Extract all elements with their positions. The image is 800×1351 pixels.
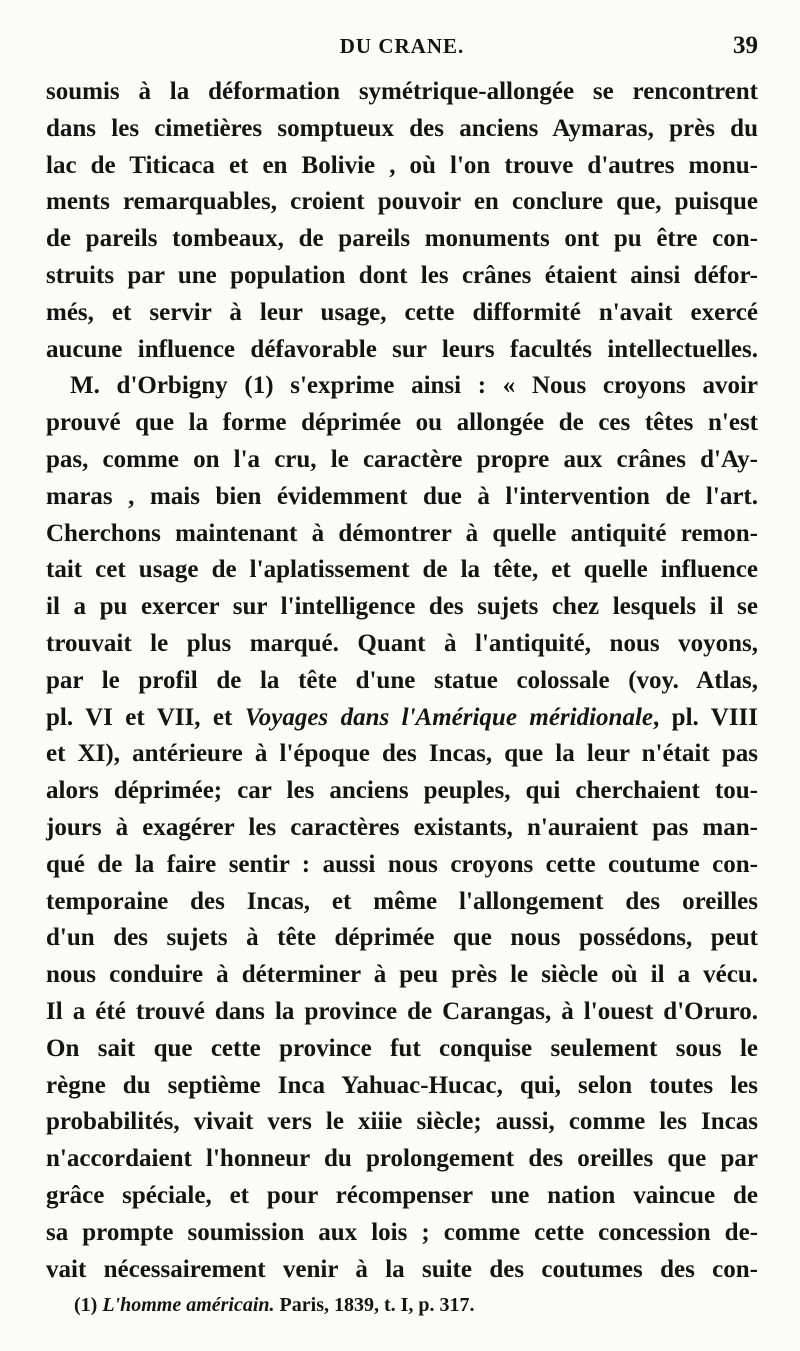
text-line: aucune influence défavorable sur leurs facultés intellectuelles. <box>46 335 758 363</box>
footnote <box>74 1290 754 1320</box>
text-line: d'un des sujets à tête déprimée que nous possédons, peut <box>46 924 758 952</box>
text-line: dans les cimetières somptueux des anciens Aymaras, près du <box>46 114 758 142</box>
running-title: DU CRANE. <box>339 34 465 58</box>
text-line: grâce spéciale, et pour récompenser une nation vaincue de <box>46 1181 758 1209</box>
text-line: règne du septième Inca Yahuac-Hucac, qui, selon toutes les <box>46 1071 758 1099</box>
text-line: temporaine des Incas, et même l'allongement des oreilles <box>46 887 758 915</box>
page-number: 39 <box>733 32 758 59</box>
text-line: tait cet usage de l'aplatissement de la tête, et quelle influence <box>46 556 758 584</box>
text-line: qué de la faire sentir : aussi nous croyons cette coutume con- <box>46 850 758 878</box>
text-line: probabilités, vivait vers le xiiie siècle; aussi, comme les Incas <box>46 1108 758 1136</box>
text-line-mixed <box>46 700 758 737</box>
book-title-italic: Voyages dans l'Amérique méridionale <box>244 703 653 731</box>
text-line: alors déprimée; car les anciens peuples, qui cherchaient tou- <box>46 777 758 805</box>
text-line: lac de Titicaca et en Bolivie , où l'on trouve d'autres monu- <box>46 151 758 179</box>
text-line: Il a été trouvé dans la province de Carangas, à l'ouest d'Oruro. <box>46 997 758 1025</box>
text-line: On sait que cette province fut conquise seulement sous le <box>46 1034 758 1062</box>
text-line: pas, comme on l'a cru, le caractère propre aux crânes d'Ay- <box>46 445 758 473</box>
text-line: struits par une population dont les crânes étaient ainsi défor- <box>46 261 758 289</box>
text-line: M. d'Orbigny (1) s'exprime ainsi : « Nous croyons avoir <box>70 372 758 400</box>
footnote-citation: Paris, 1839, t. I, p. 317. <box>279 1294 475 1316</box>
footnote-marker: (1) <box>74 1294 98 1316</box>
text-line: nous conduire à déterminer à peu près le siècle où il a vécu. <box>46 961 758 989</box>
footnote-title: L'homme américain. <box>102 1294 275 1316</box>
text-line: soumis à la déformation symétrique-allongée se rencontrent <box>46 78 758 105</box>
page-header <box>46 30 758 66</box>
text-line: jours à exagérer les caractères existants, n'auraient pas man- <box>46 813 758 841</box>
text-line: sa prompte soumission aux lois ; comme cette concession de- <box>46 1218 758 1246</box>
text-line: et XI), antérieure à l'époque des Incas, que la leur n'était pas <box>46 740 758 768</box>
text-line: prouvé que la forme déprimée ou allongée de ces têtes n'est <box>46 409 758 437</box>
body-text <box>46 74 758 1288</box>
text-line: ments remarquables, croient pouvoir en conclure que, puisque <box>46 188 758 216</box>
text-line: vait nécessairement venir à la suite des coutumes des con- <box>46 1255 758 1283</box>
text-line: més, et servir à leur usage, cette difformité n'avait exercé <box>46 298 758 326</box>
text-line: par le profil de la tête d'une statue colossale (voy. Atlas, <box>46 666 758 694</box>
text-line: Cherchons maintenant à démontrer à quelle antiquité remon- <box>46 519 758 547</box>
text-line: de pareils tombeaux, de pareils monuments ont pu être con- <box>46 225 758 253</box>
text-line: n'accordaient l'honneur du prolongement des oreilles que par <box>46 1145 758 1173</box>
text-segment: , pl. VIII <box>652 703 759 731</box>
text-line: maras , mais bien évidemment due à l'intervention de l'art. <box>46 482 758 510</box>
text-line: trouvait le plus marqué. Quant à l'antiquité, nous voyons, <box>46 629 758 657</box>
text-segment: pl. VI et VII, et <box>46 703 233 731</box>
text-line: il a pu exercer sur l'intelligence des sujets chez lesquels il se <box>46 593 758 621</box>
